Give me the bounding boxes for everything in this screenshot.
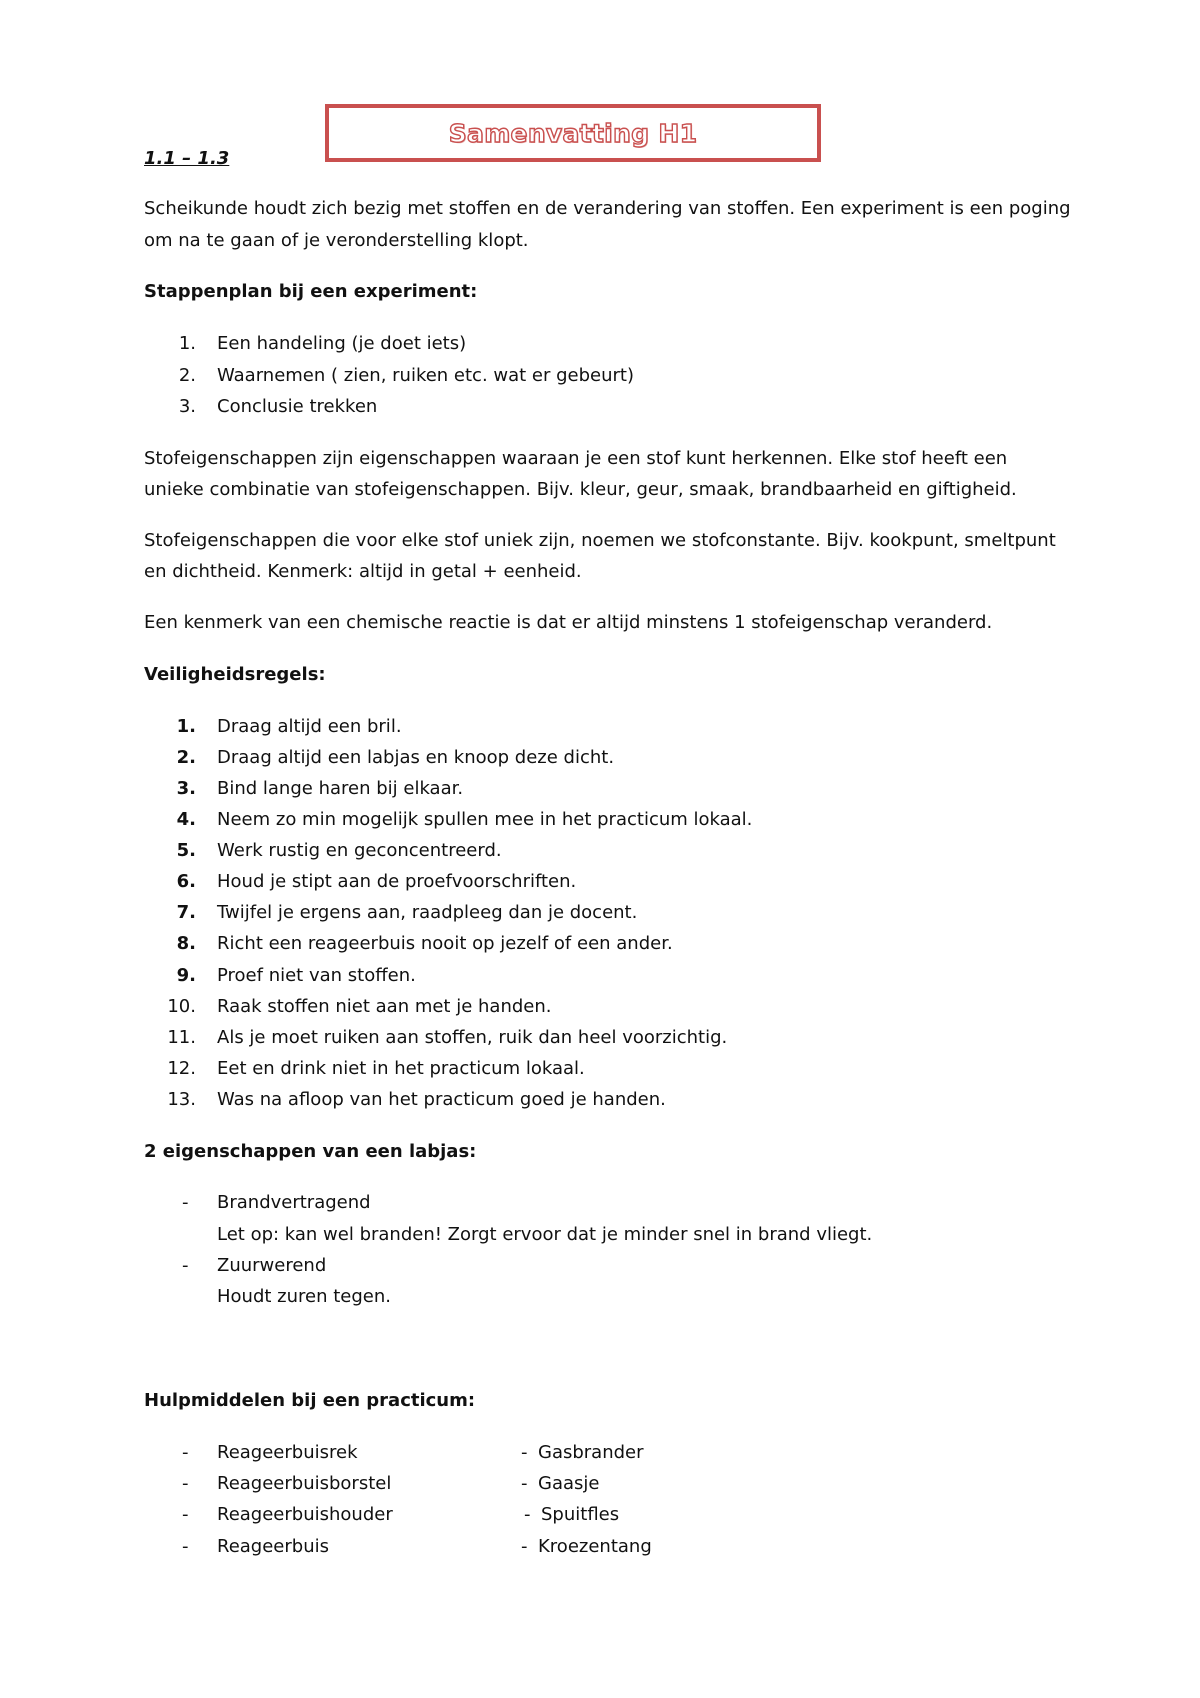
rules-heading: Veiligheidsregels: xyxy=(144,664,326,685)
bullet-dash: - xyxy=(182,1442,189,1463)
tool-item: Reageerbuisrek xyxy=(217,1442,358,1463)
paragraph-2-line-1: Stofeigenschappen die voor elke stof uniek zijn, noemen we stofconstante. Bijv. kookpunt, smeltpunt xyxy=(144,530,1056,551)
document-title: Samenvatting H1 xyxy=(448,118,698,148)
rule-item: Draag altijd een bril. xyxy=(217,716,402,737)
steps-heading: Stappenplan bij een experiment: xyxy=(144,281,478,302)
rule-item: Eet en drink niet in het practicum lokaal. xyxy=(217,1058,585,1079)
tool-item: Reageerbuis xyxy=(217,1536,329,1557)
paragraph-1-line-1: Stofeigenschappen zijn eigenschappen waaraan je een stof kunt herkennen. Elke stof heeft een xyxy=(144,448,1008,469)
rule-number: 5. xyxy=(176,840,196,861)
step-number: 1. xyxy=(178,333,196,354)
step-item: Conclusie trekken xyxy=(217,396,378,417)
rule-number: 6. xyxy=(176,871,196,892)
paragraph-3: Een kenmerk van een chemische reactie is dat er altijd minstens 1 stofeigenschap veranderd. xyxy=(144,612,993,633)
tool-item: Kroezentang xyxy=(538,1536,652,1557)
rule-number: 7. xyxy=(176,902,196,923)
tool-item: Gasbrander xyxy=(538,1442,644,1463)
labjas-property-note: Houdt zuren tegen. xyxy=(217,1286,391,1307)
rule-item: Raak stoffen niet aan met je handen. xyxy=(217,996,552,1017)
section-label: 1.1 – 1.3 xyxy=(144,148,230,169)
bullet-dash: - xyxy=(182,1255,189,1276)
bullet-dash: - xyxy=(182,1192,189,1213)
bullet-dash: - xyxy=(182,1536,189,1557)
step-item: Een handeling (je doet iets) xyxy=(217,333,467,354)
rule-number: 11. xyxy=(167,1027,196,1048)
tool-item: Gaasje xyxy=(538,1473,600,1494)
bullet-dash: - xyxy=(182,1473,189,1494)
labjas-property: Zuurwerend xyxy=(217,1255,327,1276)
rule-item: Proef niet van stoffen. xyxy=(217,965,416,986)
paragraph-2-line-2: en dichtheid. Kenmerk: altijd in getal + eenheid. xyxy=(144,561,582,582)
step-item: Waarnemen ( zien, ruiken etc. wat er gebeurt) xyxy=(217,365,635,386)
tool-item: Reageerbuishouder xyxy=(217,1504,393,1525)
rule-item: Draag altijd een labjas en knoop deze dicht. xyxy=(217,747,615,768)
bullet-dash: - xyxy=(521,1473,528,1494)
step-number: 2. xyxy=(178,365,196,386)
bullet-dash: - xyxy=(521,1442,528,1463)
title-box xyxy=(325,104,821,162)
rule-item: Houd je stipt aan de proefvoorschriften. xyxy=(217,871,577,892)
labjas-property: Brandvertragend xyxy=(217,1192,371,1213)
rule-item: Werk rustig en geconcentreerd. xyxy=(217,840,502,861)
rule-item: Was na afloop van het practicum goed je handen. xyxy=(217,1089,666,1110)
rule-number: 8. xyxy=(176,933,196,954)
rule-item: Als je moet ruiken aan stoffen, ruik dan heel voorzichtig. xyxy=(217,1027,728,1048)
bullet-dash: - xyxy=(521,1536,528,1557)
tools-heading: Hulpmiddelen bij een practicum: xyxy=(144,1390,476,1411)
rule-number: 3. xyxy=(176,778,196,799)
rule-number: 10. xyxy=(167,996,196,1017)
intro-line-1: Scheikunde houdt zich bezig met stoffen en de verandering van stoffen. Een experiment is een poging xyxy=(144,198,1071,219)
rule-item: Twijfel je ergens aan, raadpleeg dan je docent. xyxy=(217,902,638,923)
rule-number: 4. xyxy=(176,809,196,830)
rule-number: 2. xyxy=(176,747,196,768)
rule-number: 9. xyxy=(176,965,196,986)
tool-item: Spuitfles xyxy=(541,1504,620,1525)
labjas-heading: 2 eigenschappen van een labjas: xyxy=(144,1141,477,1162)
rule-item: Bind lange haren bij elkaar. xyxy=(217,778,464,799)
rule-number: 12. xyxy=(167,1058,196,1079)
rule-number: 13. xyxy=(167,1089,196,1110)
paragraph-1-line-2: unieke combinatie van stofeigenschappen. Bijv. kleur, geur, smaak, brandbaarheid en giftigheid. xyxy=(144,479,1017,500)
step-number: 3. xyxy=(178,396,196,417)
bullet-dash: - xyxy=(524,1504,531,1525)
rule-item: Neem zo min mogelijk spullen mee in het practicum lokaal. xyxy=(217,809,753,830)
labjas-property-note: Let op: kan wel branden! Zorgt ervoor dat je minder snel in brand vliegt. xyxy=(217,1224,873,1245)
bullet-dash: - xyxy=(182,1504,189,1525)
tool-item: Reageerbuisborstel xyxy=(217,1473,392,1494)
rule-number: 1. xyxy=(176,716,196,737)
intro-line-2: om na te gaan of je veronderstelling klopt. xyxy=(144,230,529,251)
rule-item: Richt een reageerbuis nooit op jezelf of een ander. xyxy=(217,933,673,954)
